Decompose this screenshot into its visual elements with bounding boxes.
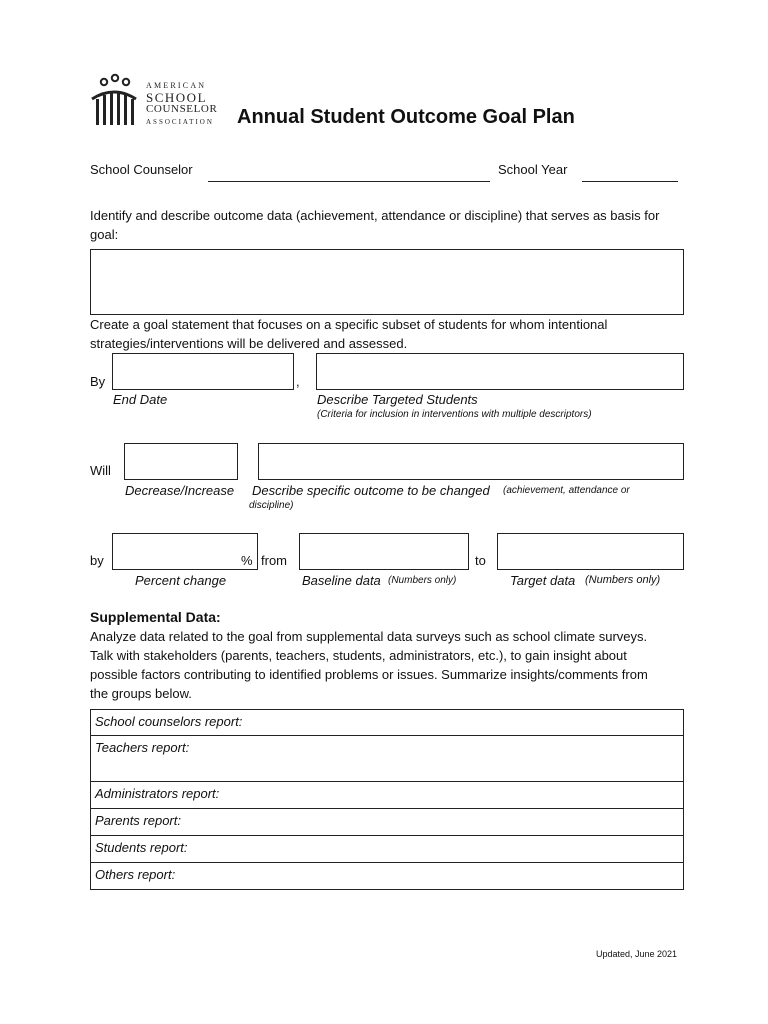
outcome-change-note-cont: discipline) [249,500,294,511]
report-row-school-counselors[interactable] [90,709,684,736]
report-row-administrators[interactable] [90,782,684,809]
report-label: Students report: [95,840,188,855]
page-title: Annual Student Outcome Goal Plan [237,106,575,128]
outcome-change-box[interactable] [258,443,684,480]
targeted-students-caption: Describe Targeted Students [317,392,478,407]
outcome-change-caption: Describe specific outcome to be changed [252,483,490,498]
to-label: to [475,553,486,568]
decrease-increase-box[interactable] [124,443,238,480]
end-date-caption: End Date [113,392,168,407]
logo-line-school: SCHOOL [146,90,208,105]
target-caption: Target data [510,573,576,588]
report-label: School counselors report: [95,714,243,729]
report-row-teachers[interactable] [90,736,684,782]
targeted-students-box[interactable] [316,353,684,390]
report-label: Administrators report: [95,786,220,801]
decrease-increase-caption: Decrease/Increase [125,483,235,498]
report-row-students[interactable] [90,836,684,863]
percent-change-box[interactable] [112,533,258,570]
logo-line-american: AMERICAN [146,81,207,90]
outcome-change-note: (achievement, attendance or [503,485,630,496]
report-label: Parents report: [95,813,181,828]
supplemental-description: Analyze data related to the goal from supplemental data surveys such as school climate surveys. Talk with stakeholders (parents, teachers, students, administrators, etc.), to gain insight about possible factors contributing to identified problems or issues. Summarize insights/comments from the groups below. [90,629,648,701]
report-row-parents[interactable] [90,809,684,836]
updated-date: Updated, June 2021 [596,949,678,959]
school-counselor-field[interactable] [208,181,490,182]
percent-sign: % [241,553,253,568]
asca-people-icon [90,73,138,129]
logo-line-association: ASSOCIATION [146,118,214,126]
logo-line-counselor: COUNSELOR [146,103,218,115]
school-counselor-label: School Counselor [90,162,193,177]
asca-logo [90,73,230,129]
target-note: (Numbers only) [585,574,661,586]
target-data-box[interactable] [497,533,684,570]
outcome-data-box[interactable] [90,249,684,315]
baseline-data-box[interactable] [299,533,469,570]
school-year-label: School Year [498,162,568,177]
goal-prompt: Create a goal statement that focuses on a specific subset of students for whom intentional strategies/interventions will be delivered and assessed. [90,317,608,351]
report-label: Teachers report: [95,740,190,755]
report-label: Others report: [95,867,176,882]
end-date-box[interactable] [112,353,294,390]
supplemental-heading: Supplemental Data: [90,609,221,625]
baseline-note: (Numbers only) [388,575,457,586]
comma-separator: , [296,374,300,389]
by-percent-label: by [90,553,104,568]
from-label: from [261,553,287,568]
outcome-prompt: Identify and describe outcome data (achievement, attendance or discipline) that serves as basis for goal: [90,208,660,242]
will-label: Will [90,463,111,478]
percent-change-caption: Percent change [135,573,227,588]
targeted-students-note: (Criteria for inclusion in interventions with multiple descriptors) [317,409,592,420]
baseline-caption: Baseline data [302,573,381,588]
school-year-field[interactable] [582,181,678,182]
by-label: By [90,374,106,389]
report-row-others[interactable] [90,863,684,890]
